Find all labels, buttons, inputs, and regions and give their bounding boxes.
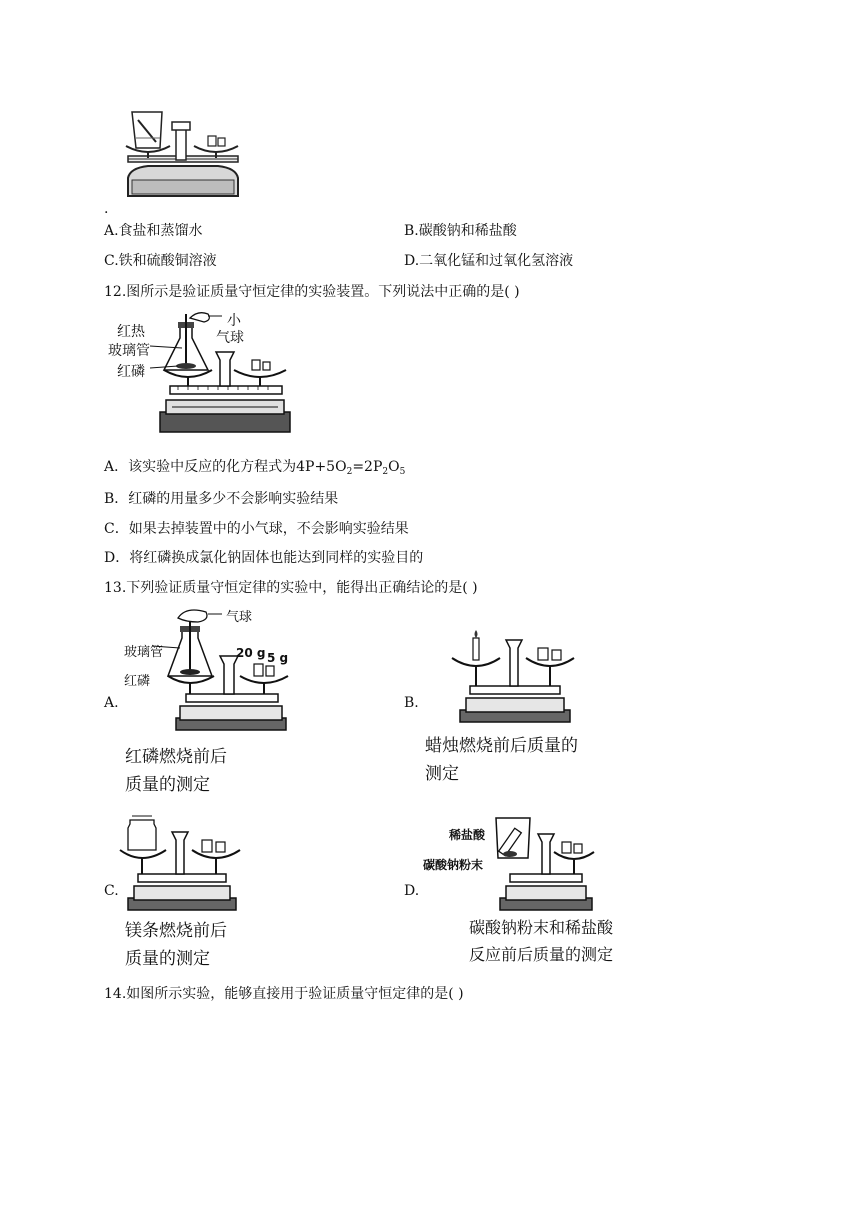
q13-a-label-glass: 玻璃管 bbox=[124, 645, 164, 660]
q13-d-label-hcl: 稀盐酸 bbox=[449, 828, 486, 842]
q13-b-caption-2: 测定 bbox=[425, 764, 459, 784]
q13-c-caption-2: 质量的测定 bbox=[125, 949, 210, 969]
q13-a-figure bbox=[160, 608, 300, 738]
q12-sub-1: 2 bbox=[346, 467, 353, 477]
q13-option-b-letter[interactable]: B. bbox=[404, 695, 419, 711]
q12-label-balloon-2: 气球 bbox=[216, 330, 244, 346]
q11-option-c[interactable]: C.铁和硫酸铜溶液 bbox=[104, 253, 217, 269]
q13-a-caption-1: 红磷燃烧前后 bbox=[125, 747, 227, 767]
q13-a-caption-2: 质量的测定 bbox=[125, 775, 210, 795]
q12-label-phosphorus: 红磷 bbox=[117, 364, 145, 380]
q12-label-hot-2: 玻璃管 bbox=[108, 343, 150, 359]
q11-option-a[interactable]: A.食盐和蒸馏水 bbox=[104, 223, 203, 239]
q11-option-b[interactable]: B.碳酸钠和稀盐酸 bbox=[404, 223, 517, 239]
q11-option-d[interactable]: D.二氧化锰和过氧化氢溶液 bbox=[404, 253, 574, 269]
q13-a-label-p: 红磷 bbox=[124, 674, 151, 689]
q13-option-d-letter[interactable]: D. bbox=[404, 883, 420, 899]
q13-a-label-5g: 5 g bbox=[267, 651, 289, 665]
q12-option-b[interactable]: B．红磷的用量多少不会影响实验结果 bbox=[104, 491, 339, 507]
q11-balance-figure bbox=[118, 106, 248, 206]
q13-d-caption-1: 碳酸钠粉末和稀盐酸 bbox=[469, 918, 614, 937]
q13-c-figure bbox=[118, 814, 242, 914]
q13-c-caption-1: 镁条燃烧前后 bbox=[125, 921, 227, 941]
q12-label-balloon-1: 小 bbox=[227, 313, 241, 329]
q13-d-caption-2: 反应前后质量的测定 bbox=[469, 945, 614, 964]
q12-option-a[interactable] bbox=[104, 458, 405, 481]
q11-figure-dot: . bbox=[104, 201, 109, 217]
q13-option-a-letter[interactable]: A. bbox=[104, 695, 119, 711]
q12-stem: 12.图所示是验证质量守恒定律的实验装置。下列说法中正确的是( ) bbox=[104, 284, 520, 300]
q12-option-a-formula: 4P+5O bbox=[296, 459, 347, 475]
q13-option-c-letter[interactable]: C. bbox=[104, 883, 119, 899]
q12-option-c[interactable]: C．如果去掉装置中的小气球，不会影响实验结果 bbox=[104, 521, 409, 537]
q12-sub-3: 5 bbox=[399, 467, 406, 477]
q13-b-caption-1: 蜡烛燃烧前后质量的 bbox=[425, 736, 578, 756]
q12-option-a-mid: =2P bbox=[352, 459, 383, 475]
q12-sub-2: 2 bbox=[382, 467, 389, 477]
q12-option-a-o: O bbox=[388, 459, 400, 475]
q14-stem: 14.如图所示实验，能够直接用于验证质量守恒定律的是( ) bbox=[104, 986, 464, 1002]
q13-a-label-20g: 20 g bbox=[236, 646, 266, 660]
q13-a-label-balloon: 气球 bbox=[226, 610, 253, 625]
q12-option-d[interactable]: D．将红磷换成氯化钠固体也能达到同样的实验目的 bbox=[104, 550, 424, 566]
q13-stem: 13.下列验证质量守恒定律的实验中，能得出正确结论的是( ) bbox=[104, 580, 478, 596]
q12-option-a-prefix: A．该实验中反应的化方程式为 bbox=[104, 459, 297, 475]
q13-d-figure bbox=[496, 814, 596, 914]
q13-d-label-na2co3: 碳酸钠粉末 bbox=[423, 858, 484, 872]
q12-label-hot-1: 红热 bbox=[117, 324, 145, 340]
q13-b-figure bbox=[448, 630, 578, 726]
